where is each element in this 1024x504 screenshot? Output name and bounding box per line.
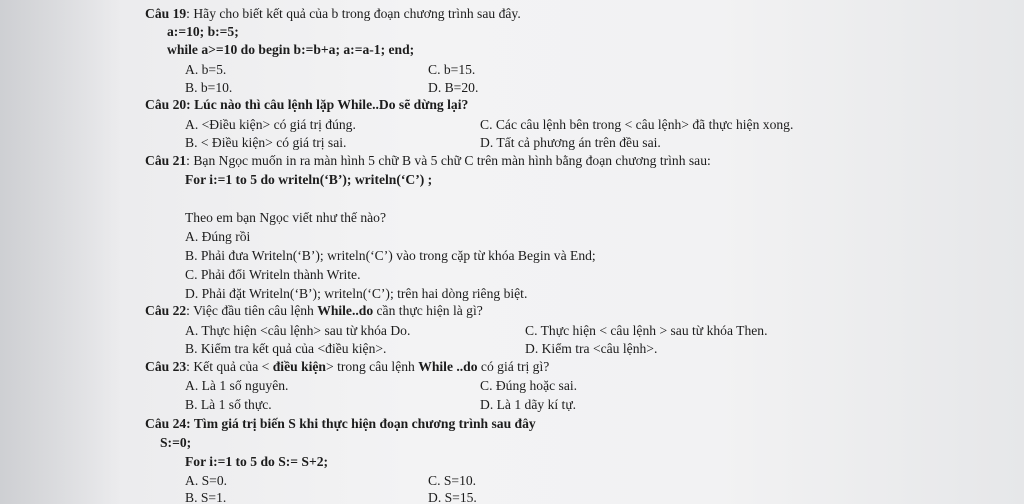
q21-prompt: Theo em bạn Ngọc viết như thế nào? [185,210,387,225]
q19-option-a: A. b=5. [185,62,227,77]
q23-option-d: D. Là 1 dãy kí tự. [480,397,577,412]
q22-title: Câu 22: Việc đầu tiên câu lệnh While..do cần thực hiện là gì? [145,303,483,318]
q24-option-a: A. S=0. [185,473,228,488]
q21-option-c: C. Phải đổi Writeln thành Write. [185,267,361,282]
q24-option-d: D. S=15. [428,490,477,504]
q21-title: Câu 21: Bạn Ngọc muốn in ra màn hình 5 chữ B và 5 chữ C trên màn hình bằng đoạn chương trình sau: [145,153,711,168]
q23-option-a: A. Là 1 số nguyên. [185,378,289,393]
q21-option-b: B. Phải đưa Writeln(‘B’); writeln(‘C’) vào trong cặp từ khóa Begin và End; [185,248,596,263]
q23-option-c: C. Đúng hoặc sai. [480,378,578,393]
q24-title: Câu 24: Tìm giá trị biến S khi thực hiện đoạn chương trình sau đây [145,416,536,431]
q19-option-b: B. b=10. [185,80,233,95]
q24-option-c: C. S=10. [428,473,477,488]
q19-option-c: C. b=15. [428,62,476,77]
q20-option-c: C. Các câu lệnh bên trong < câu lệnh> đã thực hiện xong. [480,117,794,132]
q22-option-b: B. Kiểm tra kết quả của <điều kiện>. [185,341,387,356]
q23-title: Câu 23: Kết quả của < điều kiện> trong câu lệnh While ..do có giá trị gì? [145,359,550,374]
q22-option-a: A. Thực hiện <câu lệnh> sau từ khóa Do. [185,323,411,338]
q20-option-d: D. Tất cả phương án trên đều sai. [480,135,661,150]
q20-title: Câu 20: Lúc nào thì câu lệnh lặp While..Do sẽ dừng lại? [145,97,469,112]
q23-option-b: B. Là 1 số thực. [185,397,272,412]
q21-option-a: A. Đúng rồi [185,229,251,244]
q19-option-d: D. B=20. [428,80,479,95]
q22-option-d: D. Kiểm tra <câu lệnh>. [525,341,658,356]
q21-option-d: D. Phải đặt Writeln(‘B’); writeln(‘C’); trên hai dòng riêng biệt. [185,286,528,301]
q24-option-b: B. S=1. [185,490,227,504]
q24-code-line-2: For i:=1 to 5 do S:= S+2; [185,454,329,469]
page-shadow [0,0,120,504]
q22-option-c: C. Thực hiện < câu lệnh > sau từ khóa Then. [525,323,768,338]
q19-code-line-2: while a>=10 do begin b:=b+a; a:=a-1; end; [167,42,415,57]
q21-code: For i:=1 to 5 do writeln(‘B’); writeln(‘C’) ; [185,172,433,187]
q19-code-line-1: a:=10; b:=5; [167,24,239,39]
q19-title: Câu 19: Hãy cho biết kết quả của b trong đoạn chương trình sau đây. [145,6,521,21]
q20-option-a: A. <Điều kiện> có giá trị đúng. [185,117,356,132]
q24-code-line-1: S:=0; [160,435,192,450]
q20-option-b: B. < Điều kiện> có giá trị sai. [185,135,347,150]
